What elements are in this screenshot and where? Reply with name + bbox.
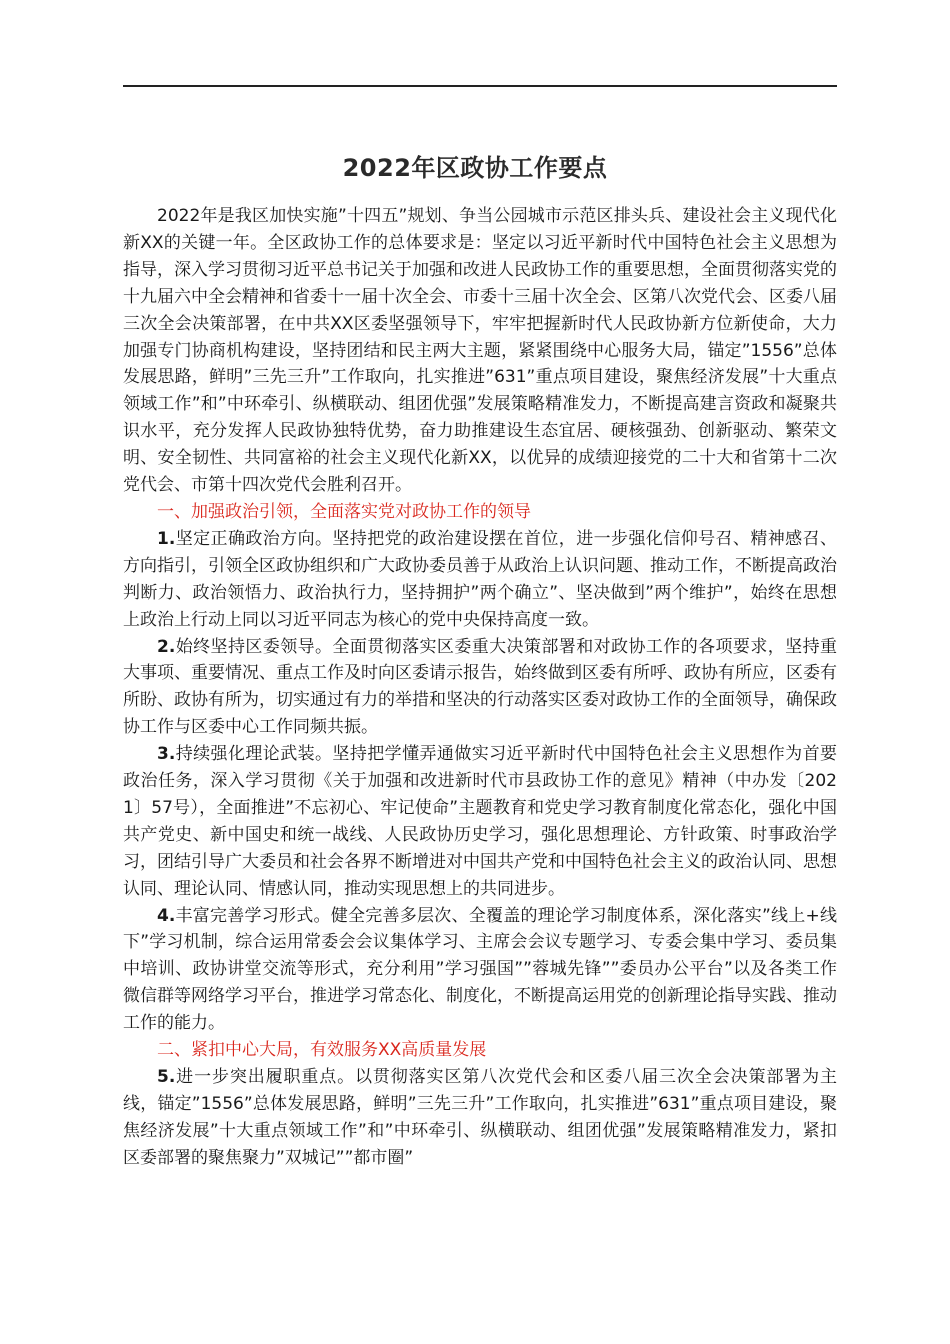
- list-item: [123, 741, 837, 902]
- item-number: 2.: [157, 636, 176, 657]
- header-rule: [123, 85, 837, 87]
- section-heading-2: 二、紧扣中心大局，有效服务XX高质量发展: [157, 1040, 487, 1061]
- list-item: [123, 1064, 837, 1172]
- list-item: [123, 526, 837, 634]
- intro-paragraph: 2022年是我区加快实施”十四五”规划、争当公园城市示范区排头兵、建设社会主义现代化新XX的关键一年。全区政协工作的总体要求是：坚定以习近平新时代中国特色社会主义思想为指导，深入学习贯彻习近平总书记关于加强和改进人民政协工作的重要思想，全面贯彻落实党的十九届六中全会精神和省委十一届十次全会、市委十三届十次全会、区第八次党代会、区委八届三次全会决策部署，在中共XX区委坚强领导下，牢牢把握新时代人民政协新方位新使命，大力加强专门协商机构建设，坚持团结和民主两大主题，紧紧围绕中心服务大局，锚定”1556”总体发展思路，鲜明”三先三升”工作取向，扎实推进”631”重点项目建设，聚焦经济发展”十大重点领域工作”和”中环牵引、纵横联动、组团优强”发展策略精准发力，不断提高建言资政和凝聚共识水平，充分发挥人民政协独特优势，奋力助推建设生态宜居、硬核强劲、创新驱动、繁荣文明、安全韧性、共同富裕的社会主义现代化新XX，以优异的成绩迎接党的二十大和省第十二次党代会、市第十四次党代会胜利召开。: [123, 206, 837, 496]
- item-text: 持续强化理论武装。坚持把学懂弄通做实习近平新时代中国特色社会主义思想作为首要政治任务，深入学习贯彻《关于加强和改进新时代市县政协工作的意见》精神（中办发〔2021〕57号），全面推进”不忘初心、牢记使命”主题教育和党史学习教育制度化常态化，强化中国共产党史、新中国史和统一战线、人民政协历史学习，强化思想理论、方针政策、时事政治学习，团结引导广大委员和社会各界不断增进对中国共产党和中国特色社会主义的政治认同、思想认同、理论认同、情感认同，推动实现思想上的共同进步。: [123, 744, 837, 899]
- section-heading-1: 一、加强政治引领，全面落实党对政协工作的领导: [157, 501, 531, 522]
- item-text: 坚定正确政治方向。坚持把党的政治建设摆在首位，进一步强化信仰号召、精神感召、方向指引，引领全区政协组织和广大政协委员善于从政治上认识问题、推动工作，不断提高政治判断力、政治领悟力、政治执行力，坚持拥护”两个确立”、坚决做到”两个维护”，始终在思想上政治上行动上同以习近平同志为核心的党中央保持高度一致。: [123, 528, 837, 630]
- list-item: [123, 634, 837, 742]
- document-title: 2022年区政协工作要点: [342, 154, 608, 182]
- item-number: 1.: [157, 528, 176, 549]
- item-text: 丰富完善学习形式。健全完善多层次、全覆盖的理论学习制度体系，深化落实”线上+线下”学习机制，综合运用常委会会议集体学习、主席会会议专题学习、专委会集中学习、委员集中培训、政协讲堂交流等形式，充分利用”学习强国””蓉城先锋””委员办公平台”以及各类工作微信群等网络学习平台，推进学习常态化、制度化，不断提高运用党的创新理论指导实践、推动工作的能力。: [123, 905, 837, 1034]
- document-body: [123, 203, 837, 1172]
- item-text: 进一步突出履职重点。以贯彻落实区第八次党代会和区委八届三次全会决策部署为主线，锚定”1556”总体发展思路，鲜明”三先三升”工作取向，扎实推进”631”重点项目建设，聚焦经济发展”十大重点领域工作”和”中环牵引、纵横联动、组团优强”发展策略精准发力，紧扣区委部署的聚焦聚力”双城记””都市圈”: [123, 1067, 837, 1168]
- item-number: 3.: [157, 744, 176, 765]
- item-number: 5.: [157, 1067, 176, 1087]
- item-text: 始终坚持区委领导。全面贯彻落实区委重大决策部署和对政协工作的各项要求，坚持重大事项、重要情况、重点工作及时向区委请示报告，始终做到区委有所呼、政协有所应，区委有所盼、政协有所为，切实通过有力的举措和坚决的行动落实区委对政协工作的全面领导，确保政协工作与区委中心工作同频共振。: [123, 636, 837, 738]
- item-number: 4.: [157, 905, 176, 926]
- list-item: [123, 903, 837, 1038]
